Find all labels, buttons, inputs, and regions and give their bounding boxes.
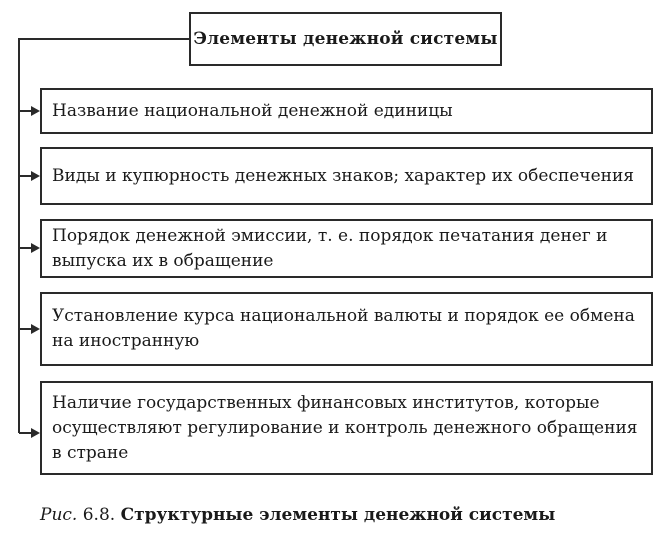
arrow-head-5 xyxy=(31,428,40,438)
root-label: Элементы денежной системы xyxy=(193,29,498,49)
branch-1 xyxy=(19,106,40,116)
element-box-4 xyxy=(40,292,653,366)
caption-title: Структурные элементы денежной системы xyxy=(120,505,556,525)
branch-5 xyxy=(19,428,40,438)
element-label-1: Название национальной денежной единицы xyxy=(52,100,453,121)
branch-4 xyxy=(19,324,40,334)
arrow-head-3 xyxy=(31,243,40,253)
arrow-head-1 xyxy=(31,106,40,116)
element-box-1 xyxy=(40,88,653,134)
figure-caption xyxy=(40,505,555,525)
element-label-5: Наличие государственных финансовых институтов, которые осуществляют регулирование и контроль денежного обращения в стране xyxy=(52,392,638,463)
caption-prefix: Рис. xyxy=(40,505,78,525)
element-box-3 xyxy=(40,219,653,278)
arrow-head-2 xyxy=(31,171,40,181)
branch-3 xyxy=(19,243,40,253)
caption-number: 6.8. xyxy=(82,505,116,525)
element-box-5 xyxy=(40,381,653,475)
branch-2 xyxy=(19,171,40,181)
element-label-4: Установление курса национальной валюты и порядок ее обмена на иностранную xyxy=(52,306,635,351)
element-box-2 xyxy=(40,147,653,205)
element-label-3: Порядок денежной эмиссии, т. е. порядок печатания денег и выпуска их в обращение xyxy=(52,225,608,271)
element-label-2: Виды и купюрность денежных знаков; характер их обеспечения xyxy=(52,165,635,186)
arrow-head-4 xyxy=(31,324,40,334)
root-box xyxy=(189,12,502,66)
